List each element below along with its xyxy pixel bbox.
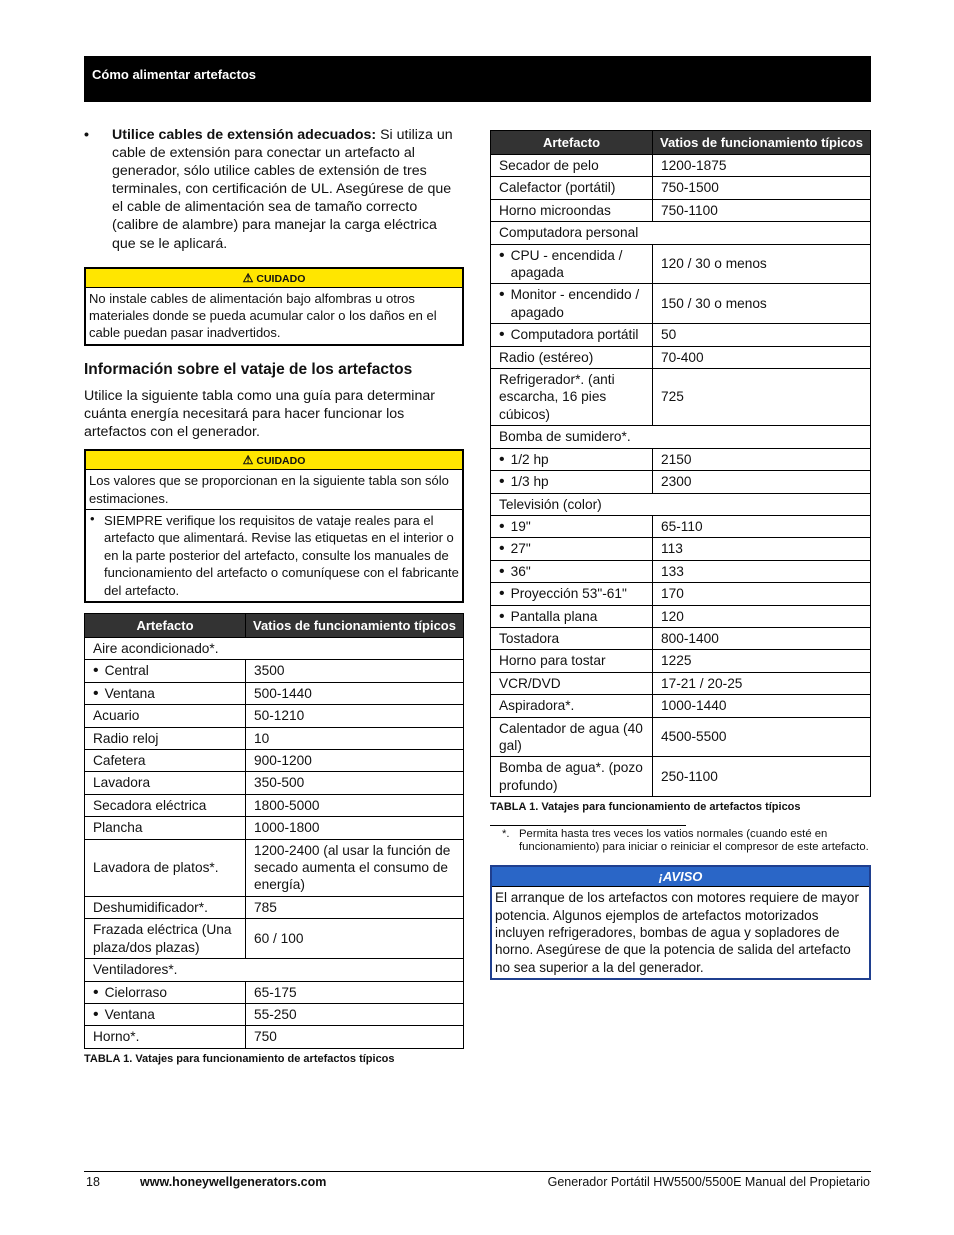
- watts-cell: 150 / 30 o menos: [653, 284, 871, 324]
- watts-cell: 250-1100: [653, 757, 871, 797]
- table-group-row: [491, 493, 871, 515]
- bullet-icon: •: [499, 562, 505, 580]
- appliance-cell: [491, 538, 653, 560]
- table-row: [491, 538, 871, 560]
- watts-cell: 3500: [246, 660, 464, 682]
- appliance-cell: Radio reloj: [85, 727, 246, 749]
- table-row: [85, 660, 464, 682]
- appliance-cell: [85, 682, 246, 704]
- group-label: Bomba de sumidero*.: [491, 426, 871, 448]
- table-row: [85, 750, 464, 772]
- bullet-icon: •: [499, 473, 505, 491]
- watts-cell: 1000-1440: [653, 695, 871, 717]
- table-row: [491, 717, 871, 757]
- table-caption: TABLA 1. Vatajes para funcionamiento de artefactos típicos: [490, 801, 801, 814]
- caution-box-cables: [84, 267, 464, 346]
- group-label: Computadora personal: [491, 222, 871, 244]
- appliance-cell: Horno*.: [85, 1026, 246, 1048]
- table-row: [491, 448, 871, 470]
- appliance-cell: [491, 583, 653, 605]
- table-header-row: [85, 614, 464, 638]
- table-row: [491, 177, 871, 199]
- watts-cell: 55-250: [246, 1003, 464, 1025]
- table-row: [85, 817, 464, 839]
- wattage-table-left: [84, 613, 464, 1049]
- appliance-cell: Secadora eléctrica: [85, 794, 246, 816]
- table-row: [491, 155, 871, 177]
- appliance-name: Ventana: [104, 1006, 155, 1022]
- table-group-row: [85, 959, 464, 981]
- right-column: [490, 130, 871, 980]
- watts-cell: 4500-5500: [653, 717, 871, 757]
- column-header-appliance: Artefacto: [85, 614, 246, 638]
- appliance-name: 1/2 hp: [510, 451, 549, 467]
- table-row: [491, 369, 871, 426]
- table-row: [491, 695, 871, 717]
- header-bar: [84, 56, 871, 102]
- footnote-marker: *.: [502, 828, 510, 841]
- extension-cord-heading: Utilice cables de extensión adecuados:: [112, 127, 377, 143]
- bullet-icon: •: [499, 607, 505, 625]
- section-header-title: Cómo alimentar artefactos: [92, 67, 256, 82]
- watts-cell: 170: [653, 583, 871, 605]
- table-row: [491, 471, 871, 493]
- table-row: [85, 896, 464, 918]
- section-intro: Utilice la siguiente tabla como una guía para determinar cuánta energía necesitará para hacer funcionar los artefactos con el generador.: [84, 387, 435, 441]
- table-row: [85, 919, 464, 959]
- table-row: [491, 672, 871, 694]
- watts-cell: 50: [653, 324, 871, 346]
- group-label: Televisión (color): [491, 493, 871, 515]
- table-row: [85, 981, 464, 1003]
- column-header-appliance: Artefacto: [491, 131, 653, 155]
- bullet-icon: •: [499, 517, 505, 535]
- extension-cord-text: Si utiliza un cable de extensión para conectar un artefacto al generador, sólo utilice cables de extensión de tres terminales, con certificación de UL. Asegúrese de que el cable de alimentación sea de tamaño correcto (calibre de alambre) para manejar la carga eléctrica que se le aplicará.: [112, 127, 453, 252]
- watts-cell: 1200-2400 (al usar la función de secado aumenta el consumo de energía): [246, 839, 464, 896]
- watts-cell: 17-21 / 20-25: [653, 672, 871, 694]
- table-row: [491, 284, 871, 324]
- watts-cell: 120: [653, 605, 871, 627]
- footnote: [490, 828, 871, 853]
- watts-cell: 1800-5000: [246, 794, 464, 816]
- table-row: [491, 560, 871, 582]
- appliance-name: Computadora portátil: [510, 327, 639, 343]
- bullet-icon: •: [93, 983, 99, 1001]
- bullet-icon: •: [499, 246, 505, 264]
- bullet-icon: •: [93, 684, 99, 702]
- appliance-cell: Horno para tostar: [491, 650, 653, 672]
- bullet-icon: •: [499, 585, 505, 603]
- group-label: Ventiladores*.: [85, 959, 464, 981]
- appliance-name: CPU - encendida / apagada: [510, 247, 623, 281]
- bullet-icon: •: [84, 127, 89, 143]
- caution-bullet: [86, 509, 462, 601]
- appliance-cell: [491, 284, 653, 324]
- group-label: Aire acondicionado*.: [85, 638, 464, 660]
- appliance-cell: Acuario: [85, 705, 246, 727]
- appliance-cell: [491, 560, 653, 582]
- table-row: [85, 794, 464, 816]
- appliance-cell: [85, 981, 246, 1003]
- table-row: [85, 839, 464, 896]
- watts-cell: 120 / 30 o menos: [653, 244, 871, 284]
- table-row: [85, 682, 464, 704]
- appliance-name: 1/3 hp: [510, 474, 549, 490]
- appliance-cell: Bomba de agua*. (pozo profundo): [491, 757, 653, 797]
- table-row: [491, 583, 871, 605]
- watts-cell: 750: [246, 1026, 464, 1048]
- extension-cord-paragraph: [84, 126, 464, 253]
- column-header-watts: Vatios de funcionamiento típicos: [653, 131, 871, 155]
- watts-cell: 800-1400: [653, 627, 871, 649]
- watts-cell: 60 / 100: [246, 919, 464, 959]
- caution-text: No instale cables de alimentación bajo alfombras u otros materiales donde se pueda acumular calor o los daños en el cable puedan pasar inadvertidos.: [89, 290, 437, 341]
- table-row: [491, 244, 871, 284]
- bullet-icon: •: [499, 450, 505, 468]
- watts-cell: 1225: [653, 650, 871, 672]
- appliance-cell: Secador de pelo: [491, 155, 653, 177]
- table-row: [491, 757, 871, 797]
- caution-header: [86, 451, 462, 470]
- table-row: [491, 650, 871, 672]
- bullet-icon: •: [93, 1005, 99, 1023]
- notice-box: [490, 865, 871, 980]
- bullet-icon: •: [499, 286, 505, 304]
- footer-website-link[interactable]: www.honeywellgenerators.com: [140, 1175, 327, 1189]
- watts-cell: 70-400: [653, 346, 871, 368]
- appliance-cell: Cafetera: [85, 750, 246, 772]
- watts-cell: 50-1210: [246, 705, 464, 727]
- table-row: [85, 1026, 464, 1048]
- table-group-row: [491, 222, 871, 244]
- caution-header: [86, 269, 462, 288]
- appliance-name: 19": [510, 518, 531, 534]
- page-number: 18: [86, 1175, 100, 1189]
- warning-triangle-icon: ⚠: [242, 453, 254, 468]
- watts-cell: 2150: [653, 448, 871, 470]
- bullet-icon: •: [93, 662, 99, 680]
- appliance-cell: Plancha: [85, 817, 246, 839]
- footnote-divider: [490, 825, 686, 826]
- appliance-cell: [85, 660, 246, 682]
- appliance-cell: [491, 605, 653, 627]
- warning-triangle-icon: ⚠: [242, 270, 254, 285]
- watts-cell: 113: [653, 538, 871, 560]
- appliance-cell: Horno microondas: [491, 199, 653, 221]
- appliance-cell: Calentador de agua (40 gal): [491, 717, 653, 757]
- appliance-cell: Frazada eléctrica (Una plaza/dos plazas): [85, 919, 246, 959]
- column-header-watts: Vatios de funcionamiento típicos: [246, 614, 464, 638]
- table-row: [491, 324, 871, 346]
- table-header-row: [491, 131, 871, 155]
- appliance-cell: Tostadora: [491, 627, 653, 649]
- table-row: [85, 1003, 464, 1025]
- footer-manual-title: Generador Portátil HW5500/5500E Manual del Propietario: [547, 1175, 870, 1189]
- appliance-name: Monitor - encendido / apagado: [510, 287, 640, 320]
- appliance-cell: [491, 515, 653, 537]
- appliance-cell: Lavadora de platos*.: [85, 839, 246, 896]
- caution-label: CUIDADO: [256, 455, 306, 468]
- appliance-cell: VCR/DVD: [491, 672, 653, 694]
- appliance-cell: Calefactor (portátil): [491, 177, 653, 199]
- table-row: [491, 199, 871, 221]
- appliance-name: 36": [510, 563, 531, 579]
- table-row: [491, 515, 871, 537]
- caution-box-estimates: [84, 449, 464, 603]
- appliance-cell: [491, 244, 653, 284]
- table-row: [491, 346, 871, 368]
- table-group-row: [491, 426, 871, 448]
- caution-bullet-text: SIEMPRE verifique los requisitos de vataje reales para el artefacto que alimentará. Revise las etiquetas en el interior o en la parte posterior del artefacto, consulte los manuales de funcionamiento del artefacto o comuníquese con el fabricante del artefacto.: [104, 512, 459, 598]
- table-group-row: [85, 638, 464, 660]
- bullet-icon: •: [90, 510, 95, 526]
- watts-cell: 725: [653, 369, 871, 426]
- footer-divider: [84, 1171, 871, 1172]
- watts-cell: 65-175: [246, 981, 464, 1003]
- appliance-name: Ventana: [104, 685, 155, 701]
- table-row: [85, 772, 464, 794]
- watts-cell: 65-110: [653, 515, 871, 537]
- appliance-cell: Refrigerador*. (anti escarcha, 16 pies cúbicos): [491, 369, 653, 426]
- table-row: [491, 605, 871, 627]
- table-row: [85, 705, 464, 727]
- watts-cell: 750-1500: [653, 177, 871, 199]
- wattage-table-right: [490, 130, 871, 797]
- appliance-name: Pantalla plana: [510, 608, 598, 624]
- appliance-cell: [85, 1003, 246, 1025]
- appliance-cell: Aspiradora*.: [491, 695, 653, 717]
- bullet-icon: •: [499, 540, 505, 558]
- appliance-cell: Radio (estéreo): [491, 346, 653, 368]
- watts-cell: 1200-1875: [653, 155, 871, 177]
- left-column: [84, 126, 464, 1065]
- watts-cell: 900-1200: [246, 750, 464, 772]
- watts-cell: 785: [246, 896, 464, 918]
- appliance-cell: [491, 324, 653, 346]
- watts-cell: 1000-1800: [246, 817, 464, 839]
- bullet-icon: •: [499, 326, 505, 344]
- appliance-cell: Deshumidificador*.: [85, 896, 246, 918]
- watts-cell: 133: [653, 560, 871, 582]
- appliance-cell: [491, 471, 653, 493]
- watts-cell: 500-1440: [246, 682, 464, 704]
- notice-label: ¡AVISO: [492, 867, 869, 887]
- caution-label: CUIDADO: [256, 272, 306, 285]
- watts-cell: 750-1100: [653, 199, 871, 221]
- appliance-name: Proyección 53"-61": [510, 586, 627, 602]
- appliance-name: Central: [104, 663, 149, 679]
- appliance-cell: [491, 448, 653, 470]
- appliance-name: 27": [510, 541, 531, 557]
- watts-cell: 350-500: [246, 772, 464, 794]
- footnote-text: Permita hasta tres veces los vatios normales (cuando esté en funcionamiento) para iniciar o reiniciar el compresor de este artefacto.: [519, 828, 869, 853]
- table-caption: TABLA 1. Vatajes para funcionamiento de artefactos típicos: [84, 1052, 395, 1065]
- section-title: Información sobre el vataje de los artefactos: [84, 360, 413, 378]
- appliance-name: Cielorraso: [104, 984, 167, 1000]
- table-row: [85, 727, 464, 749]
- notice-text: El arranque de los artefactos con motores requiere de mayor potencia. Algunos ejemplos de artefactos motorizados incluyen refrigeradores, bombas de agua y sopladores de horno. Asegúrese de que la potencia de salida del artefacto no sea superior a la del generador.: [495, 890, 859, 975]
- appliance-cell: Lavadora: [85, 772, 246, 794]
- watts-cell: 2300: [653, 471, 871, 493]
- watts-cell: 10: [246, 727, 464, 749]
- caution-text: Los valores que se proporcionan en la siguiente tabla son sólo estimaciones.: [89, 473, 449, 506]
- table-row: [491, 627, 871, 649]
